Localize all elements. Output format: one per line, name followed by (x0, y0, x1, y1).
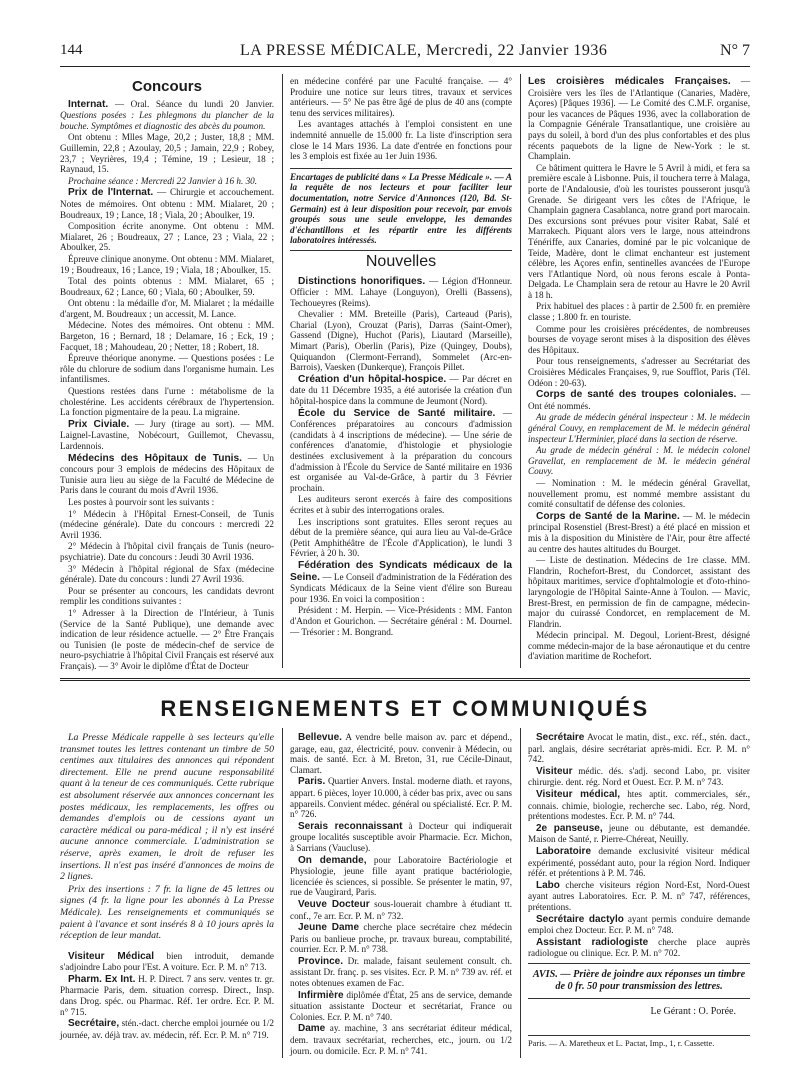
column-divider (520, 728, 521, 1058)
paragraph: Questions restées dans l'urne : métabolisme de la cholestérine. Les accidents cérébraux de l'hypertension. La fonction pigmentaire de la peau. La migraine. (60, 386, 274, 418)
classified-ad (528, 914, 750, 936)
classified-ad (290, 1023, 512, 1056)
classified-ad (60, 951, 274, 973)
classified-ad-lead: Veuve Docteur (298, 898, 370, 910)
avis-notice: AVIS. — Prière de joindre aux réponses un timbre de 0 fr. 50 pour transmission des lettres. (528, 963, 750, 999)
paragraph: Épreuve clinique anonyme. Ont obtenu : MM. Mialaret, 19 ; Boudreaux, 16 ; Lance, 19 ; Viala, 18 ; Aboulker, 15. (60, 253, 274, 275)
paragraph: 1° Médecin à l'Hôpital Ernest-Conseil, de Tunis (médecine générale). Date du concours : mercredi 22 Avril 1936. (60, 508, 274, 540)
paragraph: Les avantages attachés à l'emploi consistent en une indemnité annuelle de 15.000 fr. La liste d'inscription sera close le 14 Mars 1936. La date d'entrée en fonctions pour les 3 emplois est fixée au 1er Juin 1936. (290, 119, 512, 162)
classified-ad (290, 922, 512, 955)
paragraph: Composition écrite anonyme. Ont obtenu : MM. Mialaret, 26 ; Boudreaux, 27 ; Lance, 23 ; Viala, 22 ; Aboulker, 25. (60, 221, 274, 253)
classifieds-column-2 (290, 732, 512, 1057)
classified-ad-lead: Pharm. Ex Int. (68, 973, 136, 985)
classified-ad-text: ay. machine, 3 ans secrétariat éditeur médical, dem. travaux secrétariat, recherches, etc., journ. ou 1/2 journ. ou domicile. Ecr. P. M. n° 741. (290, 1023, 512, 1056)
article-distinctions: Distinctions honorifiques. — Légion d'Honneur. Officier : MM. Lahaye (Longuyon), Orelli (Bassens), Techoueyres (Reims). (290, 275, 512, 308)
notice-text: La Presse Médicale rappelle à ses lecteurs qu'elle transmet toutes les lettres contenant un timbre de 50 centimes aux titulaires des annonces qui répondent directement. Elle ne prend aucune responsabilité quant à la teneur de ces communiqués. Cette rubrique est absolument réservée aux annonces concernant les postes médicaux, les remplacements, les offres ou demandes d'emplois ou de cessions ayant un caractère médical ou para-médical ; il n'y est inséré aucune annonce commerciale. L'administration se réserve, après examen, le droit de refuser les insertions. Il n'est pas inséré d'annonces de moins de 2 lignes. (60, 732, 274, 883)
paragraph: Prochaine séance : Mercredi 22 Janvier à 16 h. 30. (68, 175, 258, 186)
paragraph: Pour se présenter au concours, les candidats devront remplir les conditions suivantes : (60, 585, 274, 607)
classified-ad-lead: Serais reconnaissant (298, 820, 403, 832)
section-title-concours: Concours (131, 78, 202, 95)
paragraph: 2° Médecin à l'hôpital civil français de Tunis (neuro-psychiatrie). Date du concours : Jeudi 30 Avril 1936. (60, 541, 274, 562)
column-divider (520, 74, 521, 668)
article-internat: Internat. — Oral. Séance du lundi 20 Janvier. Questions posées : Les phlegmons du plancher de la bouche. Symptômes et diagnostic des abcès du poumon. (60, 98, 275, 131)
classified-ad-lead: Bellevue. (298, 732, 342, 743)
column-concours (60, 78, 275, 672)
classified-ad-lead: Labo (536, 879, 560, 891)
paragraph: 3° Médecin à l'hôpital régional de Sfax (médecine générale). Date du concours : lundi 27 Avril 1936. (60, 563, 274, 585)
classified-ad (528, 937, 750, 959)
classified-ad (528, 789, 750, 822)
paragraph: Prix habituel des places : à partir de 2.500 fr. en première classe ; 1.800 fr. en touriste. (528, 301, 750, 323)
section-separator (60, 678, 750, 681)
classified-ad-lead: Secrétaire dactylo (536, 913, 624, 925)
column-divider (282, 74, 283, 668)
classified-ad-text: Dr. malade, faisant seulement consult. ch. assistant Dr. franç. p. ses visites. Ecr. P. M. n° 739 av. réf. et notes obtenues examen de Fac. (290, 955, 513, 989)
encartages-text: Encartages de publicité dans « La Presse Médicale ». — A la requête de nos lecteurs et pour faciliter leur documentation, notre Service d'Annonces (120, Bd. St-Germain) est à leur disposition pour recevoir, par envois groupés sous une seule enveloppe, les demandes d'échantillons et les répartir entre les différents laboratoires intéressés. (290, 171, 512, 246)
article-prix-civiale: Prix Civiale. — Jury (tirage au sort). — MM. Laignel-Lavastine, Nobécourt, Guillemot, Chevassu, Lardennois. (60, 418, 275, 451)
gerant-signature: Le Gérant : O. Porée. (650, 1005, 736, 1017)
classified-ad-text: pour Laboratoire Bactériologie et Physiologie, jeune fille ayant pratique bactériologie, licenciée ès sciences, si possible. Se présenter le matin, 97, rue de Vaugirard, Paris. (290, 854, 512, 898)
paragraph: Chevalier : MM. Breteille (Paris), Carteaud (Paris), Charial (Lyon), Crouzat (Paris), Darras (Saint-Omer), Gassend (Digne), Huchot (Paris), Liautard (Marseille), Mimart (Paris), Oberlin (Paris), Pize (Quingey, Doubs), Quiquandon (Clermont-Ferrand), Sommelet (Arc-en-Barrois), Vaesken (Dunkerque), François Pillet. (290, 309, 512, 373)
classified-ad (528, 766, 750, 788)
paragraph: Au grade de médecin général : M. le médecin colonel Gravellat, en remplacement de M. le médecin général Couvy. (528, 445, 750, 477)
classified-ad-lead: 2e panseuse, (536, 822, 603, 834)
classified-ad-text: médic. dés. s'adj. second Labo, pr. visiter chirurgie. dent. rég. Nord et Ouest. Ecr. P. M. n° 743. (528, 765, 750, 788)
paragraph: Ont obtenu : Mlles Mage, 20,2 ; Juster, 18,8 ; MM. Guillemin, 22,8 ; Azoulay, 20,5 ; Jamain, 22,9 ; Robey, 23,7 ; Veyrières, 19,4 ; Témine, 19 ; Lesieur, 18 ; Raynaud, 15. (60, 132, 274, 175)
classified-ad-text: stén.-dact. cherche emploi journée ou 1/2 journée, av. déjà trav. av. médecin, réf. Ecr. P. M. n° 719. (60, 1018, 274, 1040)
classified-ad-text: bien introduit, demande s'adjoindre Labo pour l'Est. A voiture. Ecr. P. M. n° 713. (60, 950, 274, 973)
page-header (60, 42, 750, 64)
classified-ad (290, 821, 512, 854)
classified-ad-text: cherche place auprès radiologue ou clinique. Ecr. P. M. n° 702. (528, 936, 751, 959)
classified-ad-lead: Visiteur (536, 765, 573, 777)
classified-ad (290, 732, 512, 775)
classified-ad (60, 974, 274, 1017)
classified-ad-text: htes aptit. commerciales, sér., connais. chimie, biologie, recherche sec. Labo, rég. Nord, prétentions modestes. Ecr. P. M. n° 744. (528, 788, 750, 822)
classified-ad (290, 776, 512, 819)
paragraph: Pour tous renseignements, s'adresser au Secrétariat des Croisières Médicales Françaises, 9, rue Soufflot, Paris (Tél. Odéon : 20-63). (528, 356, 750, 388)
article-hopital: Création d'un hôpital-hospice. — Par décret en date du 11 Décembre 1935, a été autorisée la création d'un hôpital-hospice dans la commune de Jeumont (Nord). (290, 373, 513, 407)
paragraph: Les postes à pourvoir sont les suivants : (68, 496, 215, 507)
section-title-renseignements: RENSEIGNEMENTS ET COMMUNIQUÉS (160, 696, 650, 721)
classified-ad-text: cherche visiteurs région Nord-Est, Nord-Ouest ayant autres Laboratoires. Ecr. P. M. n° 747, références, prétentions. (528, 879, 750, 912)
article-croisieres: Les croisières médicales Françaises. — Croisière vers les îles de l'Atlantique (Canaries, Madère, Açores) [Pâques 1936]. — Le Comité des C.M.F. organise, pour les vacances de Pâques 1936, avec la collaboration de la Compagnie Générale Transatlantique, une croisière au pays du soleil, à bord d'un des plus confortables et des plus récents paquebots de la ligne de New-York : le st. Champlain. (528, 76, 750, 162)
paragraph: — Liste de destination. Médecins de 1re classe. MM. Flandrin, Rochefort-Brest, du Condorcet, assistant des hôpitaux maritimes, service d'ophtalmologie et d'oto-rhino-laryngologie de l'Hôpital Sainte-Anne à Toulon. — Mavic, Brest-Brest, en permission de fin de campagne, médecin-major du cuirassé Condorcet, en remplacement de M. Flandrin. (528, 555, 750, 629)
paragraph: Les inscriptions sont gratuites. Elles seront reçues au début de la première séance, qui aura lieu au Val-de-Grâce (Petit Amphithéâtre de l'École d'Application), le lundi 3 Février, à 20 h. 30. (290, 516, 512, 559)
paragraph: Les auditeurs seront exercés à faire des compositions écrites et à subir des interrogations orales. (290, 494, 512, 515)
classified-ad (290, 990, 512, 1023)
classified-ad-text: jeune ou débutante, est demandée. Maison de Santé, r. Pierre-Chéreat, Neuilly. (528, 822, 750, 845)
classified-ad-text: demande exclusivité visiteur médical expérimenté, possédant auto, pour la région Nord. Indiquer référ. et prétentions à P. M. 746. (528, 845, 750, 879)
column-nouvelles (290, 76, 512, 638)
classified-ad-lead: Paris. (298, 776, 326, 788)
classifieds-column-1 (60, 732, 274, 1041)
paragraph: Au grade de médecin général inspecteur : M. le médecin général Couvy, en remplacement de M. le médecin général inspecteur L'Herminier, placé dans la section de réserve. (528, 412, 750, 444)
encartages-notice (290, 168, 512, 251)
paragraph: Total des points obtenus : MM. Mialaret, 65 ; Boudreaux, 62 ; Lance, 60 ; Viala, 60 ; Aboulker, 59. (60, 276, 274, 297)
classified-ad-text: diplômée d'État, 25 ans de service, demande situation assistante Docteur et secrétariat, France ou Colonies. Ecr. P. M. n° 740. (290, 989, 513, 1022)
classified-ad-text: sous-louerait chambre à étudiant tt. conf., 7e arr. Ecr. P. M. n° 732. (290, 898, 512, 921)
paragraph: Ce bâtiment quittera le Havre le 5 Avril à midi, et fera sa première escale à Lisbonne. Puis, il touchera terre à Malaga, porte de l'Andalousie, d'où les touristes pousseront jusqu'à Grenade. Se dirigeant vers les côtes de l'Afrique, le Champlain gagnera Casablanca, notre grand port marocain. Des excursions sont prévues pour visiter Rabat, Salé et Marrakech. Piquant alors vers le large, nous atteindrons Ténériffe, aux Canaries, dominé par le pic volcanique de Teide, Madère, dont le climat enchanteur est justement célèbre, les Açores enfin, sentinelles avancées de l'Europe vers l'Atlantique Nord, où nous ferons escale à Ponta-Delgada. Le Champlain sera de retour au Havre le 20 Avril à 18 h. (528, 162, 750, 300)
paragraph: Médecin principal. M. Degoul, Lorient-Brest, désigné comme médecin-major de la base aéronautique et du centre d'aviation maritime de Rochefort. (528, 630, 750, 662)
paragraph: — Nomination : M. le médecin général Gravellat, nouvellement promu, est nommé membre assistant du comité consultatif de défense des colonies. (528, 477, 750, 510)
article-federation: Fédération des Syndicats médicaux de la Seine. — Le Conseil d'administration de la Fédération des Syndicats Médicaux de la Seine vient d'élire son Bureau pour 1936. En voici la composition : (290, 559, 512, 604)
classified-ad-text: ayant permis conduire demande emploi chez Docteur. Ecr. P. M. n° 748. (528, 913, 750, 936)
classified-ad (290, 899, 512, 921)
issue-number: N° 7 (720, 42, 750, 59)
classified-ad-lead: Visiteur médical, (536, 788, 621, 800)
classified-ad (528, 823, 750, 845)
section-title-nouvelles: Nouvelles (365, 252, 437, 270)
paragraph: Ont obtenu : la médaille d'or, M. Mialaret ; la médaille d'argent, M. Boudreaux ; un accessit, M. Lance. (60, 298, 274, 319)
classified-ad-text: Avocat le matin, dist., exc. réf., stén. dact., parl. anglais, désire secrétariat après-midi. Ecr. P. M. n° 742. (528, 732, 750, 765)
page-number: 144 (60, 42, 83, 58)
prices-text: Prix des insertions : 7 fr. la ligne de 45 lettres ou signes (4 fr. la ligne pour les abonnés à La Presse Médicale). Les renseignements et communiqués se paient à l'avance et sont insérés 8 à 10 jours après la réception de leur mandat. (60, 883, 274, 942)
classified-ad-lead: Visiteur Médical (68, 950, 155, 962)
classified-ad-lead: Secrétaire, (68, 1018, 120, 1030)
article-coloniales: Corps de santé des troupes coloniales. — Ont été nommés. (528, 389, 751, 411)
classified-ad (290, 956, 512, 989)
article-tunis: Médecins des Hôpitaux de Tunis. — Un concours pour 3 emplois de médecins des Hôpitaux de Tunisie aura lieu au siège de la Faculté de Médecine de Paris dans le courant du mois d'Avril 1936. (60, 452, 275, 496)
paragraph: Président : M. Herpin. — Vice-Présidents : MM. Fanton d'Andon et Gourichon. — Secrétaire général : M. Dournel. — Trésorier : M. Bongrand. (290, 605, 512, 637)
classified-ad-lead: Dame (298, 1023, 326, 1035)
paragraph: Médecine. Notes des mémoires. Ont obtenu : MM. Bargeton, 16 ; Bernard, 18 ; Delamare, 16 ; Eck, 19 ; Facquet, 18 ; Mahoudeau, 20 ; Netter, 18 ; Robert, 18. (60, 320, 274, 352)
classified-ad-lead: Province. (298, 955, 344, 967)
column-divider (282, 728, 283, 1058)
classified-ad-text: à Docteur qui indiquerait groupe localités susceptible avoir Pharmacie. Ecr. Michon, à Sarrians (Vaucluse). (290, 820, 512, 853)
classified-ad (290, 855, 512, 898)
journal-title: LA PRESSE MÉDICALE, Mercredi, 22 Janvier 1936 (240, 42, 608, 59)
paragraph: 1° Adresser à la Direction de l'Intérieur, à Tunis (Service de la Santé Publique), une demande avec indication de leur résidence actuelle. — 2° Être Français ou Tunisien (le poste de médecin-chef de service de neuro-psychiatrie à l'hôpital Civil Français est réservé aux Français). — 3° Avoir le diplôme d'État de Docteur (60, 607, 274, 671)
column-croisieres (528, 76, 750, 663)
classified-ad-lead: Infirmière (298, 989, 344, 1001)
classified-ad (60, 1018, 274, 1040)
classified-ad (528, 846, 750, 879)
classified-ad-text: H. P. Direct. 7 ans serv. ventes tr. gr. Pharmacie Paris, dem. situation corresp. Direct., Insp. dans Drog. spéc. ou Pharmac. Réf. 1er ordre. Ecr. P. M. n° 715. (60, 973, 275, 1017)
classified-ad-text: cherche place secrétaire chez médecin Paris ou banlieue proche, pr. travaux bureau, comptabilité, courrier. Ecr. P. M. n° 738. (290, 922, 513, 955)
classifieds-column-3 (528, 732, 750, 1050)
classified-ad-text: Quartier Anvers. Instal. moderne diath. et rayons, appart. 6 pièces, loyer 10.000, à céder bas prix, avec ou sans appareils. Convient médec. général ou spécialisté. Ecr. P. M. n° 726. (290, 776, 513, 820)
article-marine: Corps de Santé de la Marine. — M. le médecin principal Rosenstiel (Brest-Brest) a été placé en mission et mis à la disposition du Ministère de l'Air, pour être affecté au centre des hautes altitudes du Bourget. (528, 510, 750, 554)
header-rule (60, 66, 750, 67)
paragraph: Comme pour les croisières précédentes, de nombreuses bourses de voyage seront mises à la disposition des élèves des Hôpitaux. (528, 323, 750, 355)
paragraph: Épreuve théorique anonyme. — Questions posées : Le rôle du chlorure de sodium dans l'organisme humain. Les infantilismes. (60, 353, 274, 385)
classified-ad-lead: Jeune Dame (298, 922, 360, 934)
classified-ad (528, 732, 750, 765)
classified-ad-lead: Laboratoire (536, 845, 592, 857)
article-prix-internat: Prix de l'Internat. — Chirurgie et accouchement. Notes de mémoires. Ont obtenu : MM. Mialaret, 20 ; Boudreaux, 19 ; Lance, 18 ; Viala, 20 ; Aboulker, 19. (60, 187, 275, 220)
classified-ad (528, 880, 750, 913)
printer-line: Paris. — A. Maretheux et L. Pactat, Imp., 1, r. Cassette. (528, 1035, 750, 1050)
paragraph: en médecine conféré par une Faculté française. — 4° Produire une notice sur leurs titres, travaux et services antérieurs. — 5° Ne pas être âgé de plus de 40 ans (compte tenu des services militaires). (290, 76, 512, 118)
article-ecole: École du Service de Santé militaire. — Conférences préparatoires au concours d'admission (candidats à 4 inscriptions de médecine). — Une série de conférences d'anatomie, d'histologie et physiologie destinées exclusivement à la préparation du concours d'admission à l'École du Service de Santé militaire en 1936 est organisée au Val-de-Grâce, à partir du 3 Février prochain. (290, 407, 513, 493)
classified-ad-text: A vendre belle maison av. parc et dépend., garage, eau, gaz, électricité, pouv. convenir à Médecin, ou mais. de santé. Ecr. à M. Breton, 31, rue Cécile-Dinaut, Clamart. (290, 732, 512, 775)
classified-ad-lead: On demande, (298, 854, 367, 866)
classified-ad-lead: Secrétaire (536, 732, 585, 743)
classified-ad-lead: Assistant radiologiste (536, 936, 649, 948)
